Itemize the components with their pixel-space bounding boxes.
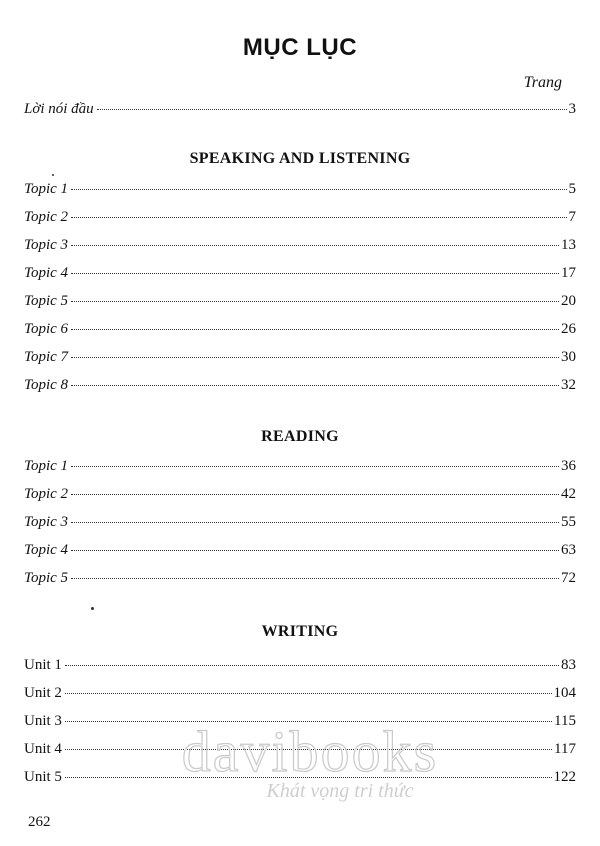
toc-entry-page: 63 [561, 542, 576, 558]
toc-entry-page: 115 [554, 713, 576, 729]
dot-leader [65, 665, 559, 666]
toc-entry-label: Unit 4 [24, 741, 62, 757]
toc-entry-page: 3 [568, 101, 576, 117]
page-number: 262 [28, 814, 51, 830]
toc-entry-label: Topic 5 [24, 293, 69, 309]
dot-leader [71, 245, 559, 246]
toc-entry [24, 265, 576, 287]
toc-entry-label: Unit 1 [24, 657, 62, 673]
section-heading-writing: WRITING [261, 623, 339, 640]
toc-entry [24, 657, 576, 679]
toc-entry [24, 542, 576, 564]
toc-entry [24, 741, 576, 763]
dot-leader [65, 721, 552, 722]
section-heading-speaking-listening: SPEAKING AND LISTENING [189, 150, 411, 167]
toc-entry [24, 349, 576, 371]
toc-entry-label: Topic 6 [24, 321, 69, 337]
toc-entry [24, 713, 576, 735]
toc-entry-label: Topic 3 [24, 237, 69, 253]
dot-leader [97, 109, 567, 110]
toc-entry-label: Unit 5 [24, 769, 62, 785]
toc-entry [24, 486, 576, 508]
toc-entry [24, 458, 576, 480]
dot-leader [71, 522, 559, 523]
toc-entry-label: Topic 4 [24, 265, 69, 281]
toc-entry-page: 122 [553, 769, 576, 785]
toc-entry-label: Topic 1 [24, 181, 69, 197]
toc-entry-page: 13 [561, 237, 576, 253]
toc-entry-label: Topic 4 [24, 542, 69, 558]
section-heading-reading: READING [261, 428, 339, 445]
toc-entry-page: 117 [554, 741, 576, 757]
dot-leader [71, 357, 559, 358]
toc-entry-page: 55 [561, 514, 576, 530]
toc-entry-page: 42 [561, 486, 576, 502]
dot-leader [71, 385, 559, 386]
toc-entry [24, 237, 576, 259]
toc-entry-label: Topic 1 [24, 458, 69, 474]
toc-entry-page: 20 [561, 293, 576, 309]
toc-entry-label: Topic 2 [24, 209, 69, 225]
toc-entry [24, 570, 576, 592]
toc-entry-page: 26 [561, 321, 576, 337]
toc-entry-label: Topic 2 [24, 486, 69, 502]
dot-leader [71, 273, 559, 274]
dot-leader [71, 578, 559, 579]
toc-entry-label: Lời nói đầu [24, 101, 94, 117]
toc-entry-label: Topic 3 [24, 514, 69, 530]
toc-entry-label: Topic 8 [24, 377, 69, 393]
toc-entry [24, 181, 576, 203]
dot-leader [65, 749, 552, 750]
dot-leader [71, 301, 559, 302]
toc-entry [24, 321, 576, 343]
toc-entry-page: 104 [553, 685, 576, 701]
toc-entry-page: 36 [561, 458, 576, 474]
watermark-brand: davibooks [181, 719, 439, 784]
toc-entry-label: Unit 2 [24, 685, 62, 701]
toc-entry-page: 5 [568, 181, 576, 197]
dot-leader [71, 550, 559, 551]
toc-entry-preface [24, 101, 576, 123]
toc-entry-page: 32 [561, 377, 576, 393]
toc-entry-label: Topic 7 [24, 349, 69, 365]
toc-entry-page: 17 [561, 265, 576, 281]
dot-leader [71, 217, 566, 218]
dot-leader [71, 466, 559, 467]
dot-leader [65, 693, 552, 694]
toc-entry [24, 685, 576, 707]
scan-speck [52, 174, 54, 176]
toc-entry-page: 30 [561, 349, 576, 365]
dot-leader [71, 329, 559, 330]
toc-entry-page: 83 [561, 657, 576, 673]
toc-entry-page: 7 [568, 209, 576, 225]
toc-entry [24, 293, 576, 315]
toc-entry [24, 377, 576, 399]
dot-leader [65, 777, 552, 778]
dot-leader [71, 189, 566, 190]
dot-leader [71, 494, 559, 495]
toc-entry-label: Unit 3 [24, 713, 62, 729]
toc-entry-page: 72 [561, 570, 576, 586]
toc-entry-label: Topic 5 [24, 570, 69, 586]
scan-speck [91, 607, 94, 610]
page-title: MỤC LỤC [242, 34, 358, 61]
page-column-label: Trang [523, 74, 562, 91]
watermark-tagline: Khát vọng tri thức [266, 780, 414, 802]
toc-entry [24, 209, 576, 231]
toc-entry [24, 769, 576, 791]
toc-entry [24, 514, 576, 536]
